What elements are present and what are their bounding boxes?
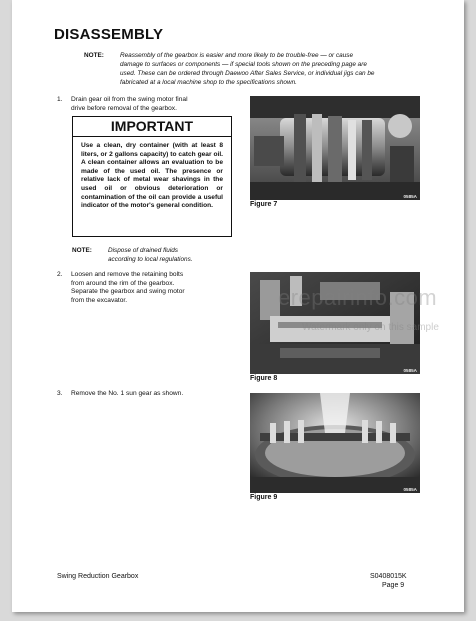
step-line: drive before removal of the gearbox. xyxy=(71,104,177,112)
watermark-subtext: Watermark only on this sample xyxy=(302,322,439,333)
note-line: used. These can be ordered through Daewoo After Sales Service, or individual jigs can be xyxy=(120,70,375,77)
note-label: NOTE: xyxy=(84,52,104,59)
figure-7-caption: Figure 7 xyxy=(250,201,278,208)
footer-page-number: Page 9 xyxy=(382,582,405,589)
important-text: Use a clean, dry container (with at least 8 liters, or 2 gallons capacity) to catch gear oil. A clean container allows an evaluation to be made of the used oil. The presence or relative lack of metal wear shavings in the used oil or obvious deterioration or contamination of the oil can provide a useful indicator of the motor's general condition. xyxy=(81,142,223,210)
note-line: Reassembly of the gearbox is easier and more likely to be trouble-free — or cause xyxy=(120,52,354,59)
step-line: Loosen and remove the retaining bolts xyxy=(71,271,184,278)
note-text xyxy=(108,246,193,264)
step-text xyxy=(71,390,183,399)
section-title: DISASSEMBLY xyxy=(54,26,164,43)
step-text xyxy=(71,271,185,305)
step-line: Drain gear oil from the swing motor final xyxy=(71,96,188,103)
watermark-text: erepairinfo.com xyxy=(278,285,438,310)
step-number: 2. xyxy=(57,271,63,278)
step-line: from the excavator. xyxy=(71,296,128,304)
step-line: Separate the gearbox and swing motor xyxy=(71,288,185,296)
photo-code: 0585A xyxy=(403,194,417,199)
gearbox-photo-illustration xyxy=(250,96,420,200)
manual-page xyxy=(12,0,464,612)
note-line: damage to surfaces or components — if special tools shown on the preceding page are xyxy=(120,61,367,68)
figure-8-caption: Figure 8 xyxy=(250,375,278,382)
photo-code: 0585A xyxy=(403,487,417,492)
sun-gear-photo-illustration xyxy=(250,393,420,493)
photo-code: 0585A xyxy=(403,368,417,373)
step-number: 3. xyxy=(57,390,63,397)
figure-7-photo xyxy=(250,96,420,200)
step-line: from around the rim of the gearbox. xyxy=(71,279,175,287)
step-line: Remove the No. 1 sun gear as shown. xyxy=(71,390,184,397)
note-text xyxy=(120,51,374,87)
figure-9-photo xyxy=(250,393,420,493)
note-label: NOTE: xyxy=(72,247,92,254)
important-heading: IMPORTANT xyxy=(73,117,231,137)
step-text xyxy=(71,96,188,113)
important-callout xyxy=(72,116,232,237)
note-line: Dispose of drained fluids xyxy=(108,247,178,254)
note-line: fabricated at a local machine shop to the specifications shown. xyxy=(120,79,297,86)
step-number: 1. xyxy=(57,96,63,103)
footer-section-name: Swing Reduction Gearbox xyxy=(57,573,139,580)
footer-document-code: S0408015K xyxy=(370,573,407,580)
figure-9-caption: Figure 9 xyxy=(250,494,278,501)
note-line: according to local regulations. xyxy=(108,256,193,263)
